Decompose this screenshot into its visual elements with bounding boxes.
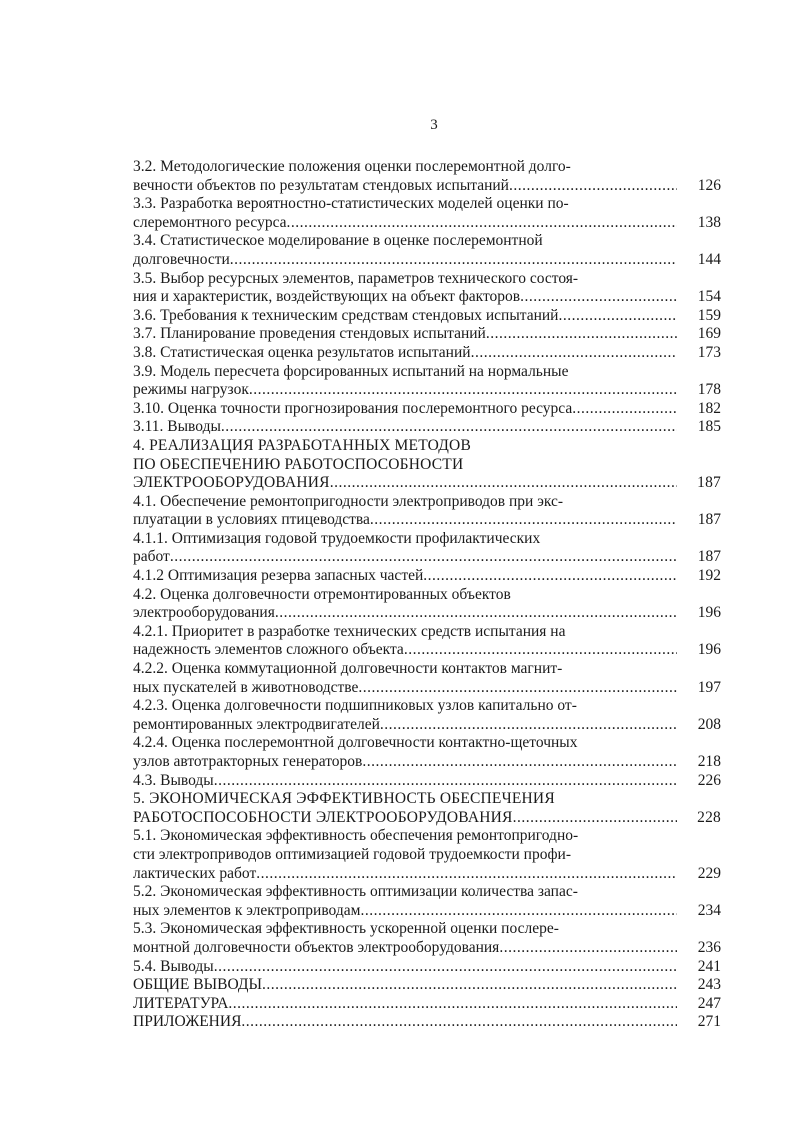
toc-entry[interactable]	[133, 1013, 721, 1032]
toc-entry[interactable]	[133, 195, 721, 232]
dot-leader	[330, 474, 677, 493]
dot-leader	[214, 958, 677, 977]
toc-entry[interactable]	[133, 493, 721, 530]
toc-entry[interactable]	[133, 363, 721, 400]
toc-entry-title-line: ремонтированных электродвигателей	[133, 715, 380, 733]
page-number: 3	[430, 117, 438, 133]
dot-leader	[404, 641, 677, 660]
toc-entry-page: 178	[697, 381, 721, 399]
toc-entry-title-line: 5.1. Экономическая эффективность обеспечения ремонтопригодно-	[133, 827, 579, 845]
toc-entry[interactable]	[133, 772, 721, 791]
toc-entry[interactable]	[133, 586, 721, 623]
toc-entry[interactable]	[133, 958, 721, 977]
toc-entry-title-line: 4.2.1. Приоритет в разработке технических средств испытания на	[133, 622, 566, 640]
toc-entry-title-line: ЭЛЕКТРООБОРУДОВАНИЯ	[133, 474, 330, 492]
toc-entry-title-line: 3.11. Выводы	[133, 418, 221, 436]
toc-entry-page: 226	[697, 771, 721, 789]
toc-entry[interactable]	[133, 995, 721, 1014]
dot-leader	[423, 567, 677, 586]
dot-leader	[380, 716, 677, 735]
toc-entry[interactable]	[133, 307, 721, 326]
toc-entry-title-line: 3.9. Модель пересчета форсированных испытаний на нормальные	[133, 362, 569, 380]
toc-entry-title-line: электрооборудования	[133, 604, 275, 622]
dot-leader	[471, 344, 677, 363]
dot-leader	[513, 809, 677, 828]
dot-leader	[249, 381, 677, 400]
dot-leader	[572, 400, 677, 419]
toc-entry-title-line: РАБОТОСПОСОБНОСТИ ЭЛЕКТРООБОРУДОВАНИЯ	[133, 808, 513, 826]
toc-entry-page: 187	[697, 474, 721, 492]
toc-entry-title-line: слеремонтного ресурса	[133, 213, 287, 231]
toc-entry-title-line: 4.2.3. Оценка долговечности подшипниковых узлов капитально от-	[133, 697, 577, 715]
toc-entry[interactable]	[133, 567, 721, 586]
toc-entry-title-line: ния и характеристик, воздействующих на объект факторов	[133, 288, 521, 306]
toc-entry-title-line: 3.5. Выбор ресурсных элементов, параметров технического состоя-	[133, 269, 579, 287]
dot-leader	[241, 1013, 677, 1032]
toc-entry[interactable]	[133, 697, 721, 734]
toc-entry-page: 169	[697, 325, 721, 343]
toc-entry-title-line: 4.2.2. Оценка коммутационной долговечности контактов магнит-	[133, 660, 563, 678]
dot-leader	[287, 214, 677, 233]
toc-entry-title-line: лактических работ	[133, 864, 257, 882]
toc-entry-title-line: плуатации в условиях птицеводства	[133, 511, 370, 529]
toc-entry-page: 236	[697, 938, 721, 956]
dot-leader	[370, 511, 677, 530]
toc-entry-page: 241	[697, 957, 721, 975]
toc-entry-title-line: 4.3. Выводы	[133, 771, 214, 789]
toc-entry-title-line: 5. ЭКОНОМИЧЕСКАЯ ЭФФЕКТИВНОСТЬ ОБЕСПЕЧЕНИЯ	[133, 790, 555, 808]
toc-entry-page: 144	[697, 250, 721, 268]
toc-entry[interactable]	[133, 827, 721, 883]
toc-entry-page: 126	[697, 176, 721, 194]
toc-entry-title-line: 4. РЕАЛИЗАЦИЯ РАЗРАБОТАННЫХ МЕТОДОВ	[133, 436, 471, 454]
toc-entry-page: 192	[697, 567, 721, 585]
dot-leader	[509, 177, 677, 196]
dot-leader	[486, 325, 677, 344]
toc-entry-title-line: 5.4. Выводы	[133, 957, 214, 975]
toc-entry-page: 243	[697, 976, 721, 994]
toc-entry-page: 271	[697, 1013, 721, 1031]
toc-entry-page: 218	[697, 753, 721, 770]
dot-leader	[262, 976, 677, 995]
toc-entry-title-line: 4.1. Обеспечение ремонтопригодности электроприводов при экс-	[133, 492, 564, 510]
toc-entry-title-line: узлов автотракторных генераторов	[133, 753, 363, 770]
toc-entry-title-line: режимы нагрузок	[133, 381, 249, 399]
toc-entry[interactable]	[133, 920, 721, 957]
dot-leader	[360, 902, 677, 921]
toc-entry-title-line: 3.6. Требования к техническим средствам стендовых испытаний	[133, 306, 559, 324]
toc-entry-page: 185	[697, 418, 721, 436]
toc-entry[interactable]	[133, 325, 721, 344]
toc-entry-title-line: ПО ОБЕСПЕЧЕНИЮ РАБОТОСПОСОБНОСТИ	[133, 455, 464, 473]
toc-entry[interactable]	[133, 400, 721, 419]
toc-entry[interactable]	[133, 437, 721, 493]
dot-leader	[256, 865, 677, 884]
toc-entry[interactable]	[133, 530, 721, 567]
toc-entry-page: 247	[697, 994, 721, 1012]
toc-entry-title-line: 4.1.1. Оптимизация годовой трудоемкости профилактических	[133, 529, 541, 547]
toc-entry-title-line: 3.4. Статистическое моделирование в оценке послеремонтной	[133, 232, 543, 250]
toc-entry-title-line: ных элементов к электроприводам	[133, 901, 361, 919]
toc-entry-title-line: сти электроприводов оптимизацией годовой трудоемкости профи-	[133, 845, 571, 863]
dot-leader	[228, 995, 677, 1014]
toc-entry[interactable]	[133, 976, 721, 995]
toc-entry-title-line: ЛИТЕРАТУРА	[133, 994, 229, 1012]
toc-entry-title-line: долговечности	[133, 250, 230, 268]
dot-leader	[499, 939, 677, 958]
dot-leader	[275, 604, 677, 623]
toc-entry-title-line: 4.2. Оценка долговечности отремонтированных объектов	[133, 585, 511, 603]
toc-entry[interactable]	[133, 883, 721, 920]
toc-entry[interactable]	[133, 790, 721, 827]
toc-entry-title-line: ПРИЛОЖЕНИЯ	[133, 1013, 242, 1031]
toc-entry-page: 208	[697, 715, 721, 733]
toc-entry[interactable]	[133, 623, 721, 660]
toc-entry[interactable]	[133, 660, 721, 697]
toc-entry-title-line: надежность элементов сложного объекта	[133, 641, 404, 659]
toc-entry-title-line: 3.7. Планирование проведения стендовых испытаний	[133, 325, 486, 343]
toc-entry-page: 154	[697, 288, 721, 306]
toc-entry-title-line: 3.2. Методологические положения оценки послеремонтной долго-	[133, 158, 571, 175]
toc-entry-page: 196	[697, 641, 721, 659]
toc-entry[interactable]	[133, 270, 721, 307]
toc-entry[interactable]	[133, 418, 721, 437]
toc-entry[interactable]	[133, 158, 721, 195]
toc-entry-title-line: 5.2. Экономическая эффективность оптимизации количества запас-	[133, 883, 578, 901]
toc-entry-page: 196	[697, 604, 721, 622]
dot-leader	[558, 307, 677, 326]
toc-entry-title-line: 3.8. Статистическая оценка результатов испытаний	[133, 343, 471, 361]
dot-leader	[214, 772, 677, 791]
toc-entry-title-line: ОБЩИЕ ВЫВОДЫ	[133, 976, 262, 994]
toc-entry-title-line: работ	[133, 548, 170, 566]
dot-leader	[358, 679, 677, 698]
toc-entry[interactable]	[133, 344, 721, 363]
toc-entry-title-line: ных пускателей в животноводстве	[133, 678, 359, 696]
toc-entry-page: 187	[697, 511, 721, 529]
table-of-contents	[133, 158, 721, 1032]
toc-entry-page: 228	[697, 808, 721, 826]
toc-entry-title-line: 3.10. Оценка точности прогнозирования послеремонтного ресурса	[133, 399, 573, 417]
toc-entry-page: 182	[697, 399, 721, 417]
dot-leader	[520, 288, 677, 307]
toc-entry-page: 138	[697, 213, 721, 231]
toc-entry-title-line: 4.1.2 Оптимизация резерва запасных частей	[133, 567, 424, 585]
toc-entry-page: 187	[697, 548, 721, 566]
toc-entry-title-line: вечности объектов по результатам стендовых испытаний	[133, 176, 509, 194]
toc-entry-title-line: монтной долговечности объектов электрооборудования	[133, 938, 500, 956]
toc-entry-page: 234	[697, 901, 721, 919]
toc-entry-page: 197	[697, 678, 721, 696]
toc-entry-title-line: 5.3. Экономическая эффективность ускоренной оценки послере-	[133, 920, 559, 938]
toc-entry-page: 173	[697, 343, 721, 361]
dot-leader	[221, 418, 677, 437]
toc-entry[interactable]	[133, 734, 721, 771]
dot-leader	[362, 753, 677, 772]
dot-leader	[230, 251, 677, 270]
dot-leader	[170, 548, 677, 567]
toc-entry-title-line: 3.3. Разработка вероятностно-статистических моделей оценки по-	[133, 195, 569, 213]
toc-entry-page: 229	[697, 864, 721, 882]
toc-entry-page: 159	[697, 306, 721, 324]
toc-entry-title-line: 4.2.4. Оценка послеремонтной долговечности контактно-щеточных	[133, 734, 578, 752]
toc-entry[interactable]	[133, 232, 721, 269]
